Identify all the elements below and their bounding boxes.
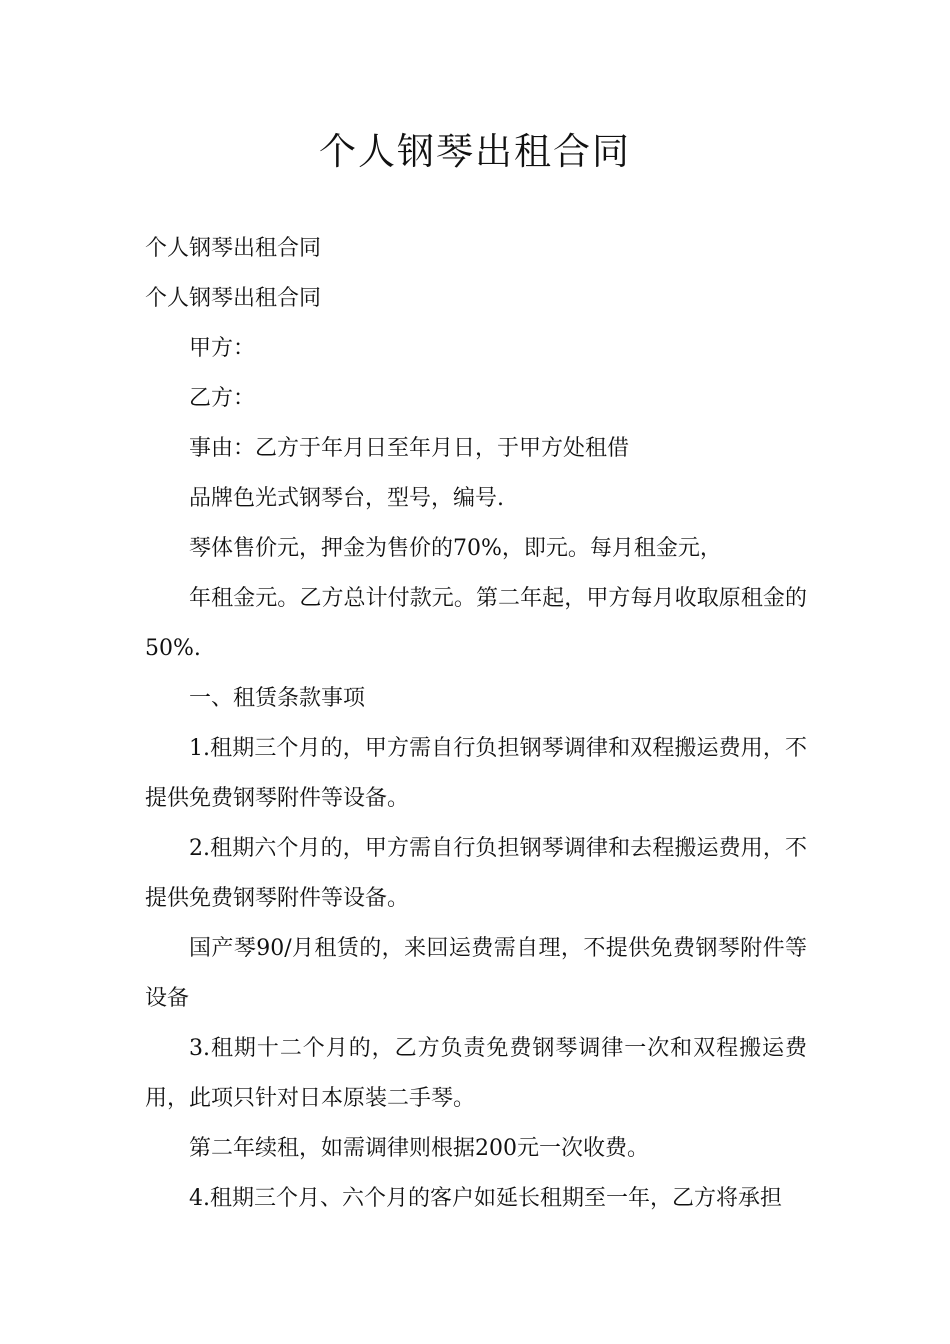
clause: 2.租期六个月的，甲方需自行负担钢琴调律和去程搬运费用，不提供免费钢琴附件等设备。 [145, 836, 807, 911]
party-a-line: 甲方： [189, 336, 256, 361]
party-b-line: 乙方： [189, 386, 256, 411]
paragraph: 个人钢琴出租合同 [145, 286, 322, 311]
document-title: 个人钢琴出租合同 [319, 130, 631, 173]
section-heading: 一、租赁条款事项 [189, 686, 366, 711]
paragraph: 年租金元。乙方总计付款元。第二年起，甲方每月收取原租金的50%. [145, 586, 807, 661]
paragraph: 个人钢琴出租合同 [145, 236, 322, 261]
clause: 3.租期十二个月的，乙方负责免费钢琴调律一次和双程搬运费用，此项只针对日本原装二手琴。 [145, 1036, 807, 1111]
document-body [145, 224, 807, 1224]
clause: 1.租期三个月的，甲方需自行负担钢琴调律和双程搬运费用，不提供免费钢琴附件等设备。 [145, 736, 807, 811]
paragraph: 琴体售价元，押金为售价的70%，即元。每月租金元， [189, 536, 722, 561]
clause: 第二年续租，如需调律则根据200元一次收费。 [189, 1136, 649, 1161]
clause: 4.租期三个月、六个月的客户如延长租期至一年，乙方将承担 [189, 1186, 782, 1211]
paragraph: 品牌色光式钢琴台，型号，编号. [189, 486, 504, 511]
clause: 国产琴90/月租赁的，来回运费需自理，不提供免费钢琴附件等设备 [145, 936, 807, 1011]
paragraph: 事由：乙方于年月日至年月日，于甲方处租借 [189, 436, 630, 461]
